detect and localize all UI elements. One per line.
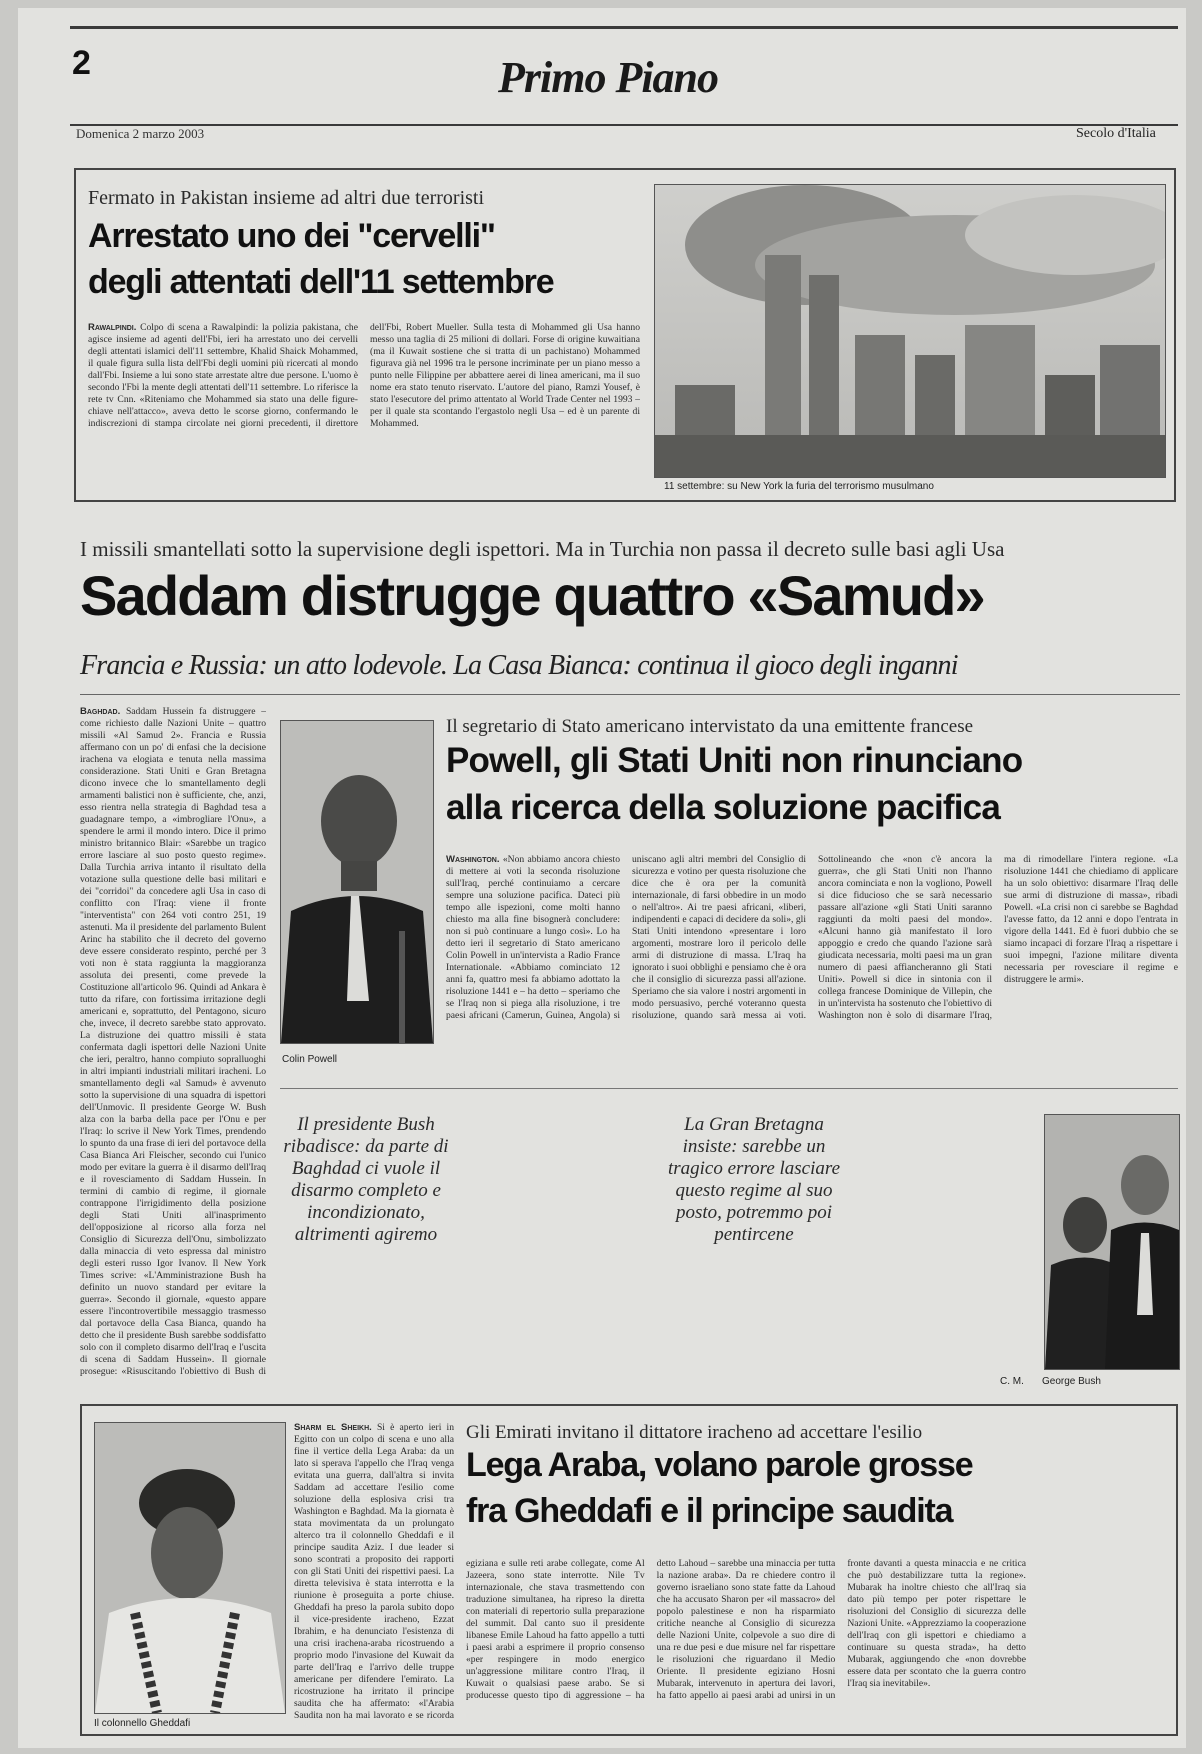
arrest-headline-1: Arrestato uno dei "cervelli" xyxy=(88,217,495,255)
gheddafi-image xyxy=(95,1423,285,1713)
saddam-signature: C. M. xyxy=(1000,1376,1024,1387)
bush-pull-quote: Il presidente Bush ribadisce: da parte di Baghdad ci vuole il disarmo completo e incondizionato, altrimenti agiremo xyxy=(283,1114,449,1245)
arab-kicker: Gli Emirati invitano il dittatore iracheno ad accettare l'esilio xyxy=(466,1422,923,1443)
arab-body-text: Si è aperto ieri in Egitto con un colpo di scena e uno alla fine il vertice della Lega Araba: da un lato si sperava l'appello che l'Iraq venga evitata una guerra, dall'altra si invita Saddam ad accettare l'esilio come soluzione della esplosiva crisi tra Washington e Baghdad. Ma la giornata è stata movimentata da un prolungato alterco tra il colonnello Gheddafi e il principe saudita Aziz. I due leader si sono scontrati a proposito dei rapporti con gli Stati Uniti dei rispettivi paesi. La diretta televisiva è stata interrotta e la riunione è proseguita a porte chiuse. Gheddafi ha preso la parola subito dopo il vice-presidente iracheno, Ezzat Ibrahim, e ha denunciato l'esistenza di una crisi irachena-araba ricostruendo a proprio modo l'invasione del Kuwait da parte dell'Iraq e l'arrivo delle truppe americane per difendere l'emirato. La ricostruzione ha irritato il principe saudita che ha affermato: «l'Arabia Saudita non ha mai lavorato e se ricorda xyxy=(294,1422,454,1721)
main-subheadline: Francia e Russia: un atto lodevole. La Casa Bianca: continua il gioco degli inganni xyxy=(80,650,958,681)
arab-dateline: Sharm el Sheikh. xyxy=(294,1422,372,1433)
powell-rule xyxy=(280,1088,1178,1089)
blair-pull-quote: La Gran Bretagna insiste: sarebbe un tragico errore lasciare questo regime al suo posto, potremmo poi pentircene xyxy=(667,1114,841,1245)
arab-body-2 xyxy=(466,1558,1026,1724)
section-title: Primo Piano xyxy=(498,53,719,102)
arrest-kicker: Fermato in Pakistan insieme ad altri due terroristi xyxy=(88,187,485,209)
powell-dateline: Washington. xyxy=(446,854,500,865)
main-rule xyxy=(80,694,1180,695)
powell-headline-2: alla ricerca della soluzione pacifica xyxy=(446,788,1001,827)
saddam-dateline: Baghdad. xyxy=(80,706,121,717)
powell-kicker: Il segretario di Stato americano intervistato da una emittente francese xyxy=(446,716,974,737)
main-headline: Saddam distrugge quattro «Samud» xyxy=(80,564,984,627)
arab-headline-2: fra Gheddafi e il principe saudita xyxy=(466,1492,953,1530)
saddam-continuation-3 xyxy=(666,1258,844,1388)
arab-headline-1: Lega Araba, volano parole grosse xyxy=(466,1446,973,1484)
twin-towers-caption: 11 settembre: su New York la furia del terrorismo musulmano xyxy=(664,481,934,492)
powell-body xyxy=(446,854,1178,1076)
twin-towers-image xyxy=(655,185,1165,477)
arrest-headline-2: degli attentati dell'11 settembre xyxy=(88,263,554,301)
header-rule xyxy=(70,124,1178,126)
powell-image xyxy=(281,721,433,1043)
bush-caption: George Bush xyxy=(1042,1376,1101,1387)
page-number: 2 xyxy=(72,44,91,82)
arrest-body-text: Colpo di scena a Rawalpindi: la polizia pakistana, che agisce insieme ad agenti dell'Fbi, ieri ha arrestato uno dei cervelli degli attentati islamici dell'11 settembre, Khalid Shaick Mohammed, il quale figura sulla lista dell'Fbi degli uomini più ricercati al mondo dall'Fbi. Insieme a lui sono state arrestate altre due persone. L'uomo è secondo l'Fbi la mente degli attentati dell'11 settembre. Lo riferisce la rete tv Cnn. «Riteniamo che Mohammed sia stato una delle figure-chiave nell'attacco», aveva detto le scorse giorno, confermando le indiscrezioni di stampa circolate nei giorni precedenti, il direttore dell'Fbi, Robert Mueller. Sulla testa di Mohammed gli Usa hanno messo una taglia di 25 milioni di dollari. Forse di origine kuwaitiana (ma il Kuwait sostiene che si tratta di un pachistano) Mohammed figurava già nel 1996 tra le persone incriminate per un piano messo a punto nelle Filippine per abbattere aerei di linea americani, ma il suo nome era stato tenuto riservato. L'autore del piano, Ramzi Yousef, è stato l'esecutore del primo attentato al World Trade Center nel 1993 – per il quale sta scontando l'ergastolo negli Usa – ed è un parente di Mohammed. xyxy=(88,322,640,429)
saddam-continuation-4 xyxy=(854,1114,1036,1372)
arab-body-2-text: egiziana e sulle reti arabe collegate, come Al Jazeera, sono state interrotte. Nile Tv internazionale, che stava trasmettendo con traduzione simultanea, ha ripreso la diretta con materiali di repertorio sulla preparazione del summit. Dal canto suo il presidente libanese Emile Lahoud ha fatto appello a tutti i paesi arabi a esprimere il proprio consenso «per respingere in modo energico un'aggressione militare contro l'Iraq, il Kuwait o qualsiasi paese arabo. Se si producesse questo tipo di aggressione – ha detto Lahoud – sarebbe una minaccia per tutta la nazione araba». Da re chiedere contro il governo israeliano sono state fatte da Lahoud che ha accusato Sharon per «il massacro» del popolo palestinese e non ha risparmiato critiche neanche al Consiglio di sicurezza delle Nazioni Unite, colpevole a suo dire di una re due pesi e due misure nel far rispettare le risoluzioni che riguardano il Medio Oriente. Il presidente egiziano Hosni Mubarak, intervenuto in apertura dei lavori, ha fatto appello ai paesi arabi ad unirsi in un fronte davanti a questa minaccia e ne critica che può destabilizzare tutta la regione». Mubarak ha inoltre chiesto che all'Iraq sia dato più tempo per poter rispettare le risoluzioni del Consiglio di sicurezza delle Nazioni Unite. «Apprezziamo la cooperazione dell'Iraq con gli ispettori e chiediamo a continuare su questa strada», ha detto Mubarak, aggiungendo che «non dovrebbe essere data per scontato che la guerra contro l'Iraq sia inevitabile». xyxy=(466,1558,1026,1701)
arrest-dateline: Rawalpindi. xyxy=(88,322,137,333)
twin-towers-photo xyxy=(654,184,1166,478)
arab-body-1 xyxy=(294,1422,454,1724)
bush-photo xyxy=(1044,1114,1180,1370)
saddam-body-text: Saddam Hussein fa distruggere – come richiesto dalle Nazioni Unite – quattro missili «Al Samud 2». Francia e Russia affermano con un po' di enfasi che la decisione irachena va elogiata e tenuta nella massima considerazione. Stati Uniti e Gran Bretagna dicono invece che lo smantellamento degli armamenti balistici non è sufficiente, che, anzi, esso rientra nella strategia di Baghdad tesa a guadagnare tempo, a «imbrogliare l'Onu», a spendere le armi il mondo intero. Dice il primo ministro britannico Blair: «Sarebbe un tragico errore lasciare al suo posto questo regime». Dalla Turchia arriva intanto il risultato della votazione sulla questione delle basi militari e dei "corridoi" da concedere agli Usa in caso di conflitto con l'Iraq: viene il fronte "interventista" con 264 voti contro 251, 19 astenuti. Ma il presidente del parlamento Bulent Arinc ha stabilito che il decreto del governo deve essere considerato respinto, perché per 3 voti non è stata raggiunta la maggioranza assoluta dei presenti, come prevede la Costituzione all'articolo 96. Quindi ad Ankara è tutto da rifare, con fortissima irritazione degli americani e, soprattutto, del Pentagono, sicuro che, invece, il decreto sarebbe stato approvato. La distruzione dei quattro missili è stata confermata dagli ispettori delle Nazioni Unite che ieri, peraltro, hanno compiuto sopralluoghi in altri impianti industriali militari iracheni. Lo smantellamento degli «al Samud» è avvenuto sotto la supervisione di una squadra di ispettori dell'Unmovic. Il presidente George W. Bush alza con la barba della pace per l'Onu e per l'Iraq: lo scrive il New York Times, prendendo lo spunto da una frase di ieri del portavoce della Casa Bianca Ari Fleischer, secondo cui l'unico modo per evitare la guerra è il disarmo dell'Iraq e il rovesciamento di Saddam Hussein. In termini di cambio di regime, il giornale contrappone l'irrigidimento della posizione degli Stati Uniti all'inasprimento dell'opposizione al ricorso alla forza nel Consiglio di Sicurezza dell'Onu, simbolizzato dalla minaccia di veto espressa dal ministro degli esteri russo Igor Ivanov. Il New York Times scrive: «L'Amministrazione Bush ha definito un nuovo standard per evitare la guerra». Secondo il giornale, «questo appare essere l'incontrovertibile messaggio trasmesso dal portavoce della Casa Bianca, quando ha detto che il presidente Bush sarebbe soddisfatto solo con il completo disarmo dell'Iraq e l'uscita di scena di Saddam Hussein». Il giornale prosegue: «Risuscitando l'obiettivo di Bush di xyxy=(80,706,266,1377)
bush-image xyxy=(1045,1115,1179,1369)
saddam-continuation-1 xyxy=(280,1258,460,1388)
top-rule xyxy=(70,26,1178,29)
gheddafi-photo xyxy=(94,1422,286,1714)
powell-headline-1: Powell, gli Stati Uniti non rinunciano xyxy=(446,741,1023,780)
newspaper-page xyxy=(18,8,1186,1748)
issue-date: Domenica 2 marzo 2003 xyxy=(76,126,205,141)
powell-body-text: «Non abbiamo ancora chiesto di mettere ai voti la seconda risoluzione sull'Iraq, perché continuiamo a cercare sempre una soluzione pacifica. Dateci più tempo alle ispezioni, come molti hanno chiesto ma alla fine bisognerà concludere: non si può continuare a lungo così». Lo ha detto ieri il segretario di Stato americano Colin Powell in un'intervista a Radio France Internationale. «Abbiamo cominciato 12 anni fa, quattro mesi fa abbiamo adottato la risoluzione 1441 e – ha detto – speriamo che se l'Iraq non si piega alla risoluzione, i tre paesi africani (Camerun, Guinea, Angola) si uniscano agli altri membri del Consiglio di sicurezza e votino per questa risoluzione che dice che è ora per la comunità internazionale, di farsi obbedire in un modo o nell'altro». Ai tre paesi africani, «liberi, indipendenti e capaci di decidere da soli», gli Stati Uniti intendono «presentare i loro argomenti, mostrare loro il pericolo delle armi di distruzione di massa. L'Iraq ha ignorato i suoi obblighi e pensiamo che è ora che il consiglio di sicurezza passi all'azione. Speriamo che sia valore i nostri argomenti in modo persuasivo, perché voteranno questa risoluzione, quando sarà messa ai voti. Sottolineando che «non c'è ancora la guerra», che gli Stati Uniti non l'hanno ancora cominciata e non la vogliono, Powell si dice fiducioso che se sarà necessario passare all'azione «gli Stati Uniti saranno raggiunti da molti paesi del mondo». «Alcuni hanno già manifestato il loro appoggio e credo che quando l'azione sarà giudicata necessaria, molti paesi ma un gran numero di paesi affiancheranno gli Stati Uniti». Powell si dice in sintonia con il collega francese Dominique de Villepin, che in un'intervista ha sostenuto che l'obiettivo di Washington non è solo di disarmare l'Iraq, ma di rimodellare l'intera regione. «La risoluzione 1441 che chiediamo di applicare ha un solo obiettivo: disarmare l'Iraq delle sue armi di distruzione di massa», ribadì Powell. «La crisi non ci sarebbe se Baghdad l'avesse fatto, da 12 anni e dopo l'entrata in vigore della 1441. Ed è fuori dubbio che se siamo incapaci di forzare l'Iraq a rispettare i suoi impegni, l'azione militare diventa necessaria per rovesciare il regime e distruggere le armi». xyxy=(446,854,1178,1021)
gheddafi-caption: Il colonnello Gheddafi xyxy=(94,1718,191,1729)
main-kicker: I missili smantellati sotto la supervisione degli ispettori. Ma in Turchia non passa il decreto sulle basi agli Usa xyxy=(80,537,1005,561)
powell-caption: Colin Powell xyxy=(282,1054,338,1065)
saddam-continuation-2 xyxy=(470,1114,652,1388)
arrest-body xyxy=(88,322,640,492)
saddam-body xyxy=(80,706,266,1388)
paper-name: Secolo d'Italia xyxy=(1076,126,1156,141)
arab-body-3 xyxy=(1036,1422,1170,1724)
powell-photo xyxy=(280,720,434,1044)
